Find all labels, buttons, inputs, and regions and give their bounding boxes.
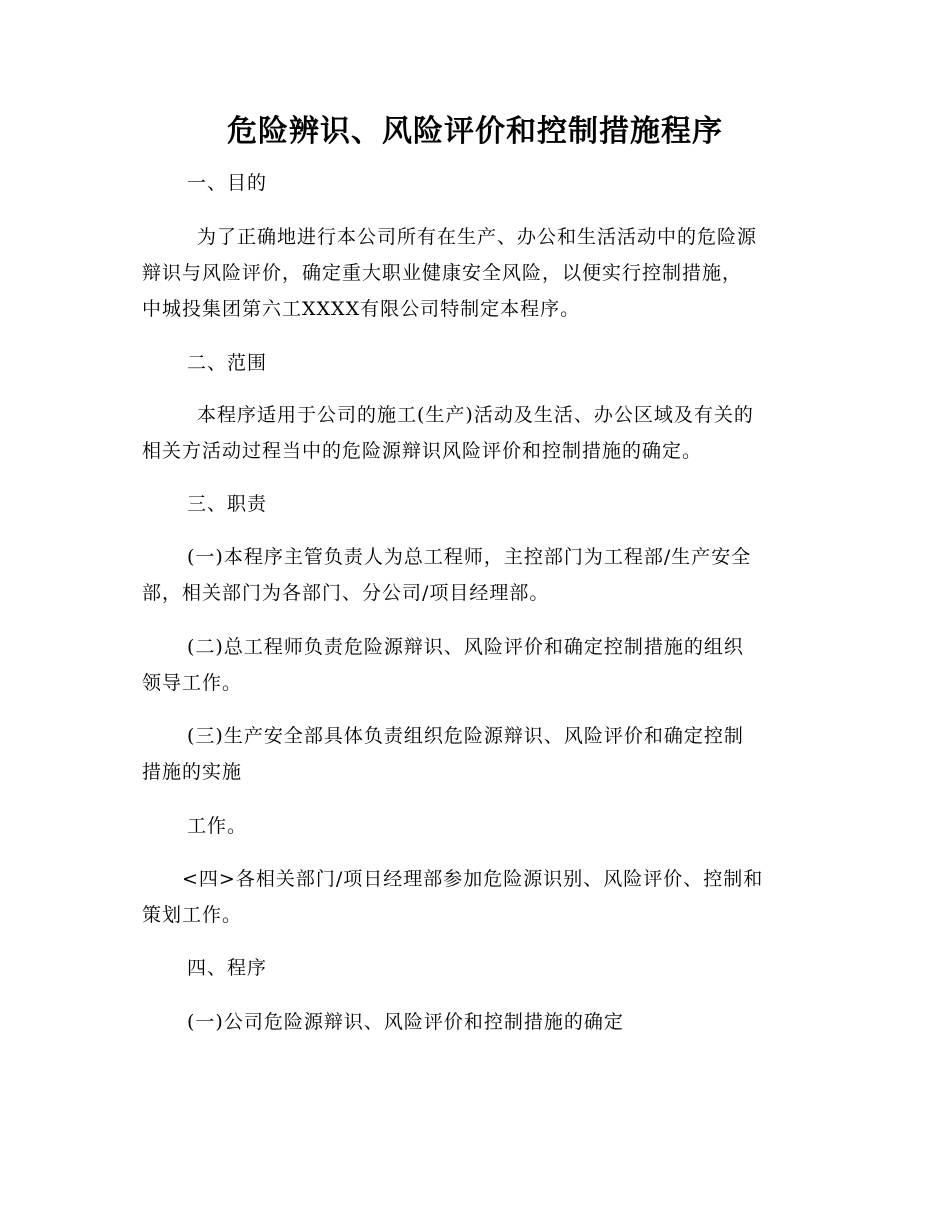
section-heading-scope: 二、范围 — [187, 352, 268, 374]
paragraph-line: 中城投集团第六工XXXX有限公司特制定本程序。 — [142, 298, 581, 320]
paragraph-line: 本程序适用于公司的施工(生产)活动及生活、办公区域及有关的 — [197, 404, 754, 426]
paragraph-line-continuation: 工作。 — [187, 815, 248, 837]
paragraph-line: 辩识与风险评价，确定重大职业健康安全风险，以便实行控制措施， — [142, 262, 743, 284]
paragraph-scope — [142, 397, 812, 469]
paragraph-responsibility-1 — [142, 539, 812, 611]
paragraph-procedure-1 — [142, 1004, 812, 1040]
paragraph-line: (一)本程序主管负责人为总工程师，主控部门为工程部/生产安全 — [187, 546, 752, 568]
paragraph-line: 相关方活动过程当中的危险源辩识风险评价和控制措施的确定。 — [142, 440, 703, 462]
paragraph-line: 领导工作。 — [142, 672, 243, 694]
paragraph-line: (三)生产安全部具体负责组织危险源辩识、风险评价和确定控制 — [187, 725, 744, 747]
paragraph-line: (二)总工程师负责危险源辩识、风险评价和确定控制措施的组织 — [187, 636, 744, 658]
section-heading-responsibilities: 三、职责 — [187, 493, 268, 515]
section-heading-purpose: 一、目的 — [187, 172, 268, 194]
paragraph-responsibility-3 — [142, 718, 812, 790]
paragraph-responsibility-4 — [142, 861, 812, 933]
paragraph-line: 策划工作。 — [142, 904, 243, 926]
paragraph-line: 部，相关部门为各部门、分公司/项目经理部。 — [142, 582, 550, 604]
paragraph-line: (一)公司危险源辩识、风险评价和控制措施的确定 — [187, 1011, 624, 1033]
paragraph-responsibility-2 — [142, 629, 812, 701]
section-heading-procedure: 四、程序 — [187, 957, 268, 979]
paragraph-line: 措施的实施 — [142, 761, 243, 783]
paragraph-line: <四>各相关部门/项日经理部参加危险源识别、风险评价、控制和 — [182, 868, 764, 890]
document-title: 危险辨识、风险评价和控制措施程序 — [227, 114, 723, 149]
paragraph-line: 为了正确地进行本公司所有在生产、办公和生活活动中的危险源 — [197, 226, 758, 248]
paragraph-purpose — [142, 219, 812, 327]
